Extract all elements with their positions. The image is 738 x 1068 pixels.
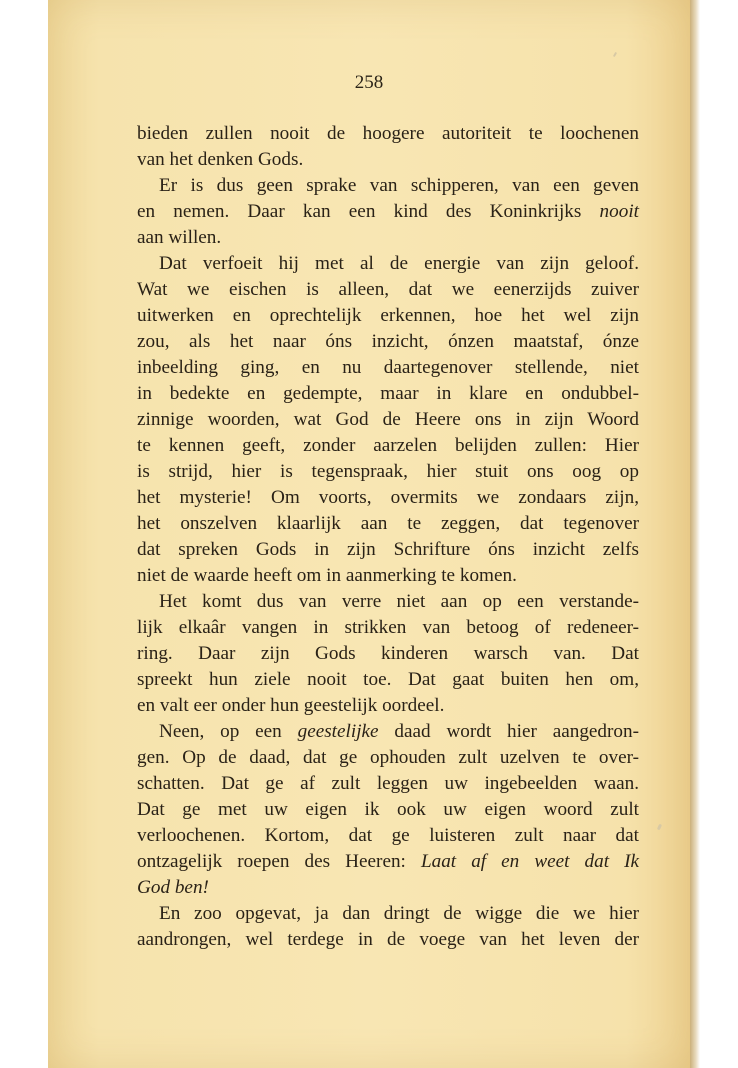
text-line xyxy=(137,693,639,719)
text-line xyxy=(137,121,639,147)
text-line xyxy=(137,589,639,615)
text-segment: Neen, op een xyxy=(159,721,298,742)
text-line xyxy=(137,147,639,173)
text-line xyxy=(137,511,639,537)
text-line xyxy=(137,927,639,953)
text-line xyxy=(137,303,639,329)
text-segment: is strijd, hier is tegenspraak, hier stuit ons oog op xyxy=(137,461,639,482)
page-edge-shadow xyxy=(690,0,700,1068)
text-line xyxy=(137,225,639,251)
text-line xyxy=(137,537,639,563)
text-line xyxy=(137,173,639,199)
text-line xyxy=(137,251,639,277)
text-line xyxy=(137,797,639,823)
text-segment: van het denken Gods. xyxy=(137,149,304,170)
text-segment: het onszelven klaarlijk aan te zeggen, dat tegenover xyxy=(137,513,639,534)
text-line xyxy=(137,277,639,303)
text-segment: uitwerken en oprechtelijk erkennen, hoe het wel zijn xyxy=(137,305,639,326)
text-segment: Dat verfoeit hij met al de energie van zijn geloof. xyxy=(159,253,639,274)
text-segment: zinnige woorden, wat God de Heere ons in zijn Woord xyxy=(137,409,639,430)
text-segment: daad wordt hier aangedron- xyxy=(378,721,639,742)
italic-text-segment: nooit xyxy=(599,201,639,222)
italic-text-segment: God ben! xyxy=(137,877,209,898)
text-line xyxy=(137,355,639,381)
text-segment: spreekt hun ziele nooit toe. Dat gaat buiten hen om, xyxy=(137,669,639,690)
text-segment: niet de waarde heeft om in aanmerking te komen. xyxy=(137,565,517,586)
text-line xyxy=(137,849,639,875)
text-line xyxy=(137,615,639,641)
text-line xyxy=(137,771,639,797)
text-line xyxy=(137,381,639,407)
paper-speck xyxy=(657,824,662,831)
text-segment: Dat ge met uw eigen ik ook uw eigen woord zult xyxy=(137,799,639,820)
text-segment: verloochenen. Kortom, dat ge luisteren zult naar dat xyxy=(137,825,639,846)
text-line xyxy=(137,433,639,459)
page-number: 258 xyxy=(354,72,384,93)
text-line xyxy=(137,485,639,511)
text-segment: gen. Op de daad, dat ge ophouden zult uzelven te over- xyxy=(137,747,639,768)
text-line xyxy=(137,641,639,667)
text-line xyxy=(137,745,639,771)
text-segment: en nemen. Daar kan een kind des Koninkrijks xyxy=(137,201,600,222)
italic-text-segment: Laat af en weet dat Ik xyxy=(420,851,640,872)
text-line xyxy=(137,199,639,225)
text-line xyxy=(137,667,639,693)
text-segment: zou, als het naar óns inzicht, ónzen maatstaf, ónze xyxy=(137,331,639,352)
text-segment: het mysterie! Om voorts, overmits we zondaars zijn, xyxy=(137,487,639,508)
text-segment: ring. Daar zijn Gods kinderen warsch van. Dat xyxy=(137,643,639,664)
text-line xyxy=(137,875,639,901)
text-segment: te kennen geeft, zonder aarzelen belijden zullen: Hier xyxy=(137,435,639,456)
text-segment: Wat we eischen is alleen, dat we eenerzijds zuiver xyxy=(137,279,639,300)
text-line xyxy=(137,719,639,745)
text-line xyxy=(137,407,639,433)
text-line xyxy=(137,823,639,849)
text-line xyxy=(137,459,639,485)
text-segment: ontzagelijk roepen des Heeren: xyxy=(137,851,421,872)
text-line xyxy=(137,329,639,355)
italic-text-segment: geestelijke xyxy=(297,721,379,742)
text-segment: En zoo opgevat, ja dan dringt de wigge die we hier xyxy=(159,903,639,924)
text-segment: dat spreken Gods in zijn Schrifture óns inzicht zelfs xyxy=(137,539,639,560)
text-segment: aan willen. xyxy=(137,227,222,248)
body-text xyxy=(137,121,639,953)
text-segment: en valt eer onder hun geestelijk oordeel. xyxy=(137,695,445,716)
text-line xyxy=(137,901,639,927)
text-segment: lijk elkaâr vangen in strikken van betoog of redeneer- xyxy=(137,617,639,638)
text-segment: Het komt dus van verre niet aan op een verstande- xyxy=(159,591,639,612)
text-segment: aandrongen, wel terdege in de voege van het leven der xyxy=(137,929,639,950)
text-segment: inbeelding ging, en nu daartegenover stellende, niet xyxy=(137,357,639,378)
text-line xyxy=(137,563,639,589)
text-segment: schatten. Dat ge af zult leggen uw ingebeelden waan. xyxy=(137,773,639,794)
text-segment: bieden zullen nooit de hoogere autoriteit te loochenen xyxy=(137,123,639,144)
paper-speck xyxy=(613,52,617,57)
text-segment: in bedekte en gedempte, maar in klare en ondubbel- xyxy=(137,383,639,404)
text-segment: Er is dus geen sprake van schipperen, van een geven xyxy=(159,175,639,196)
